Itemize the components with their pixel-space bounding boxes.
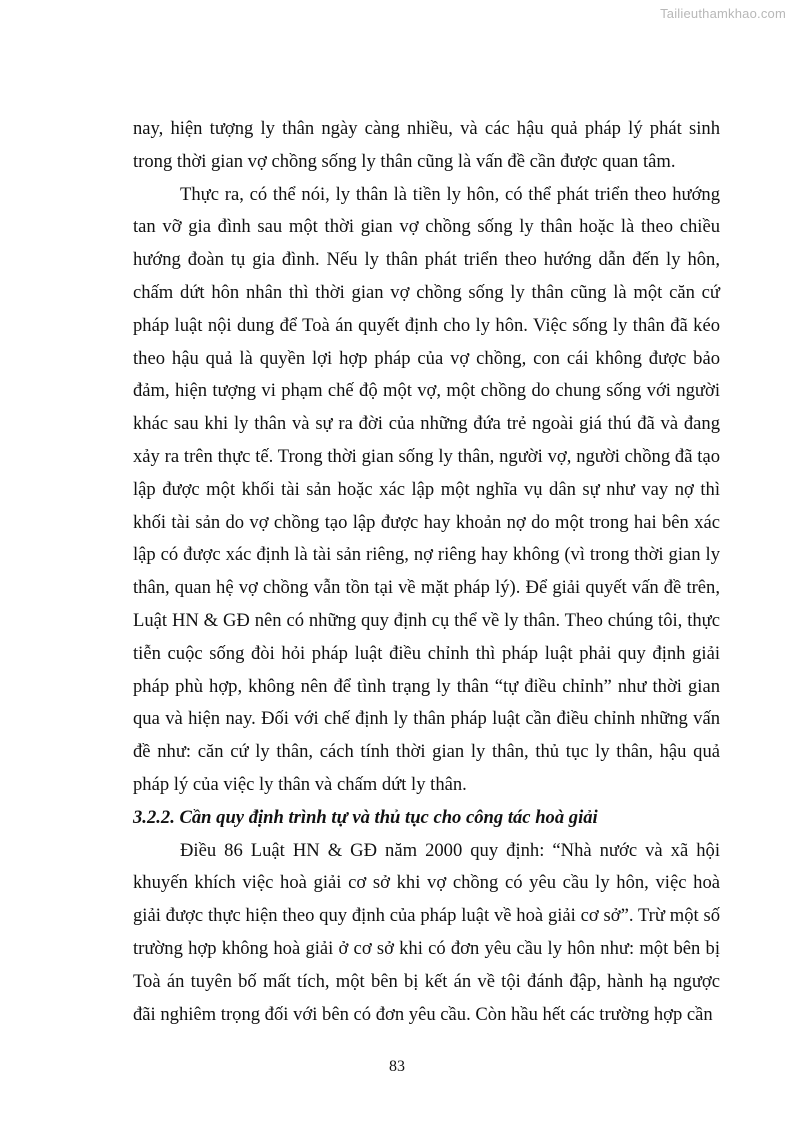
paragraph-continuation: nay, hiện tượng ly thân ngày càng nhiều, và các hậu quả pháp lý phát sinh trong thời gian vợ chồng sống ly thân cũng là vấn đề cần được quan tâm.	[133, 118, 720, 172]
paragraph-reconciliation: Điều 86 Luật HN & GĐ năm 2000 quy định: “Nhà nước và xã hội khuyến khích việc hoà giải cơ sở khi vợ chồng có yêu cầu ly hôn, việc hoà giải được thực hiện theo quy định của pháp luật về hoà giải cơ sở”. Trừ một số trường hợp không hoà giải ở cơ sở khi có đơn yêu cầu ly hôn như: một bên bị Toà án tuyên bố mất tích, một bên bị kết án về tội đánh đập, hành hạ ngược đãi nghiêm trọng đối với bên có đơn yêu cầu. Còn hầu hết các trường hợp cần	[133, 839, 720, 1025]
watermark-text: Tailieuthamkhao.com	[660, 6, 786, 21]
page-number: 83	[389, 1058, 405, 1075]
document-body	[133, 113, 720, 1031]
section-heading: 3.2.2. Cần quy định trình tự và thủ tục cho công tác hoà giải	[133, 806, 598, 828]
paragraph-separation: Thực ra, có thể nói, ly thân là tiền ly hôn, có thể phát triển theo hướng tan vỡ gia đình sau một thời gian vợ chồng sống ly thân hoặc là theo chiều hướng đoàn tụ gia đình. Nếu ly thân phát triển theo hướng dẫn đến ly hôn, chấm dứt hôn nhân thì thời gian vợ chồng sống ly thân cũng là một căn cứ pháp luật nội dung để Toà án quyết định cho ly hôn. Việc sống ly thân đã kéo theo hậu quả là quyền lợi hợp pháp của vợ chồng, con cái không được bảo đảm, hiện tượng vi phạm chế độ một vợ, một chồng do chung sống với người khác sau khi ly thân và sự ra đời của những đứa trẻ ngoài giá thú đã và đang xảy ra trên thực tế. Trong thời gian sống ly thân, người vợ, người chồng đã tạo lập được một khối tài sản hoặc xác lập một nghĩa vụ dân sự như vay nợ thì khối tài sản do vợ chồng tạo lập được hay khoản nợ do một trong hai bên xác lập có được xác định là tài sản riêng, nợ riêng hay không (vì trong thời gian ly thân, quan hệ vợ chồng vẫn tồn tại về mặt pháp lý). Để giải quyết vấn đề trên, Luật HN & GĐ nên có những quy định cụ thể về ly thân. Theo chúng tôi, thực tiễn cuộc sống đòi hỏi pháp luật điều chỉnh thì pháp luật phải quy định giải pháp phù hợp, không nên để tình trạng ly thân “tự điều chỉnh” như thời gian qua và hiện nay. Đối với chế định ly thân pháp luật cần điều chỉnh những vấn đề như: căn cứ ly thân, cách tính thời gian ly thân, thủ tục ly thân, hậu quả pháp lý của việc ly thân và chấm dứt ly thân.	[133, 183, 720, 795]
